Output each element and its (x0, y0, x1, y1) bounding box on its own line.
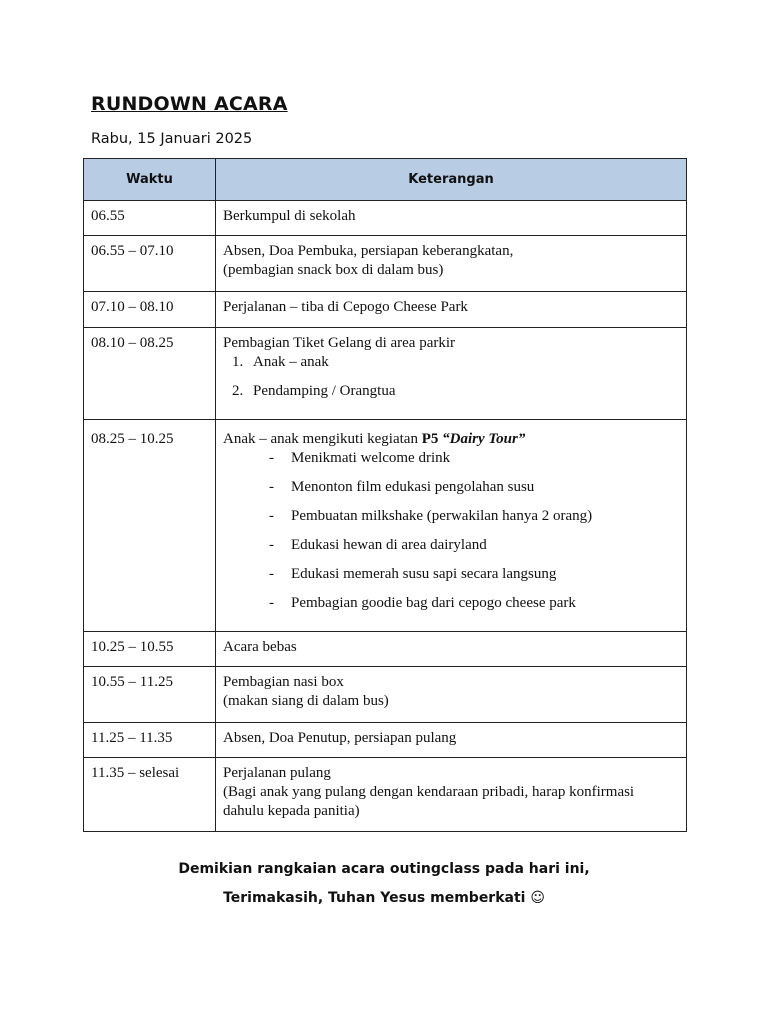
description-line: (makan siang di dalam bus) (223, 693, 389, 709)
description-cell (216, 292, 687, 328)
header-description: Keterangan (216, 159, 687, 201)
table-header-row (84, 159, 687, 201)
time-cell (84, 667, 216, 723)
intro-bold-text: P5 (421, 431, 443, 447)
dash-marker: - (269, 479, 274, 495)
description-cell (216, 236, 687, 292)
table-row (84, 632, 687, 667)
description-line (223, 430, 686, 449)
document-date: Rabu, 15 Januari 2025 (91, 131, 253, 147)
dash-marker: - (269, 537, 274, 553)
dash-marker: - (269, 566, 274, 582)
description-line: dahulu kepada panitia) (223, 803, 360, 819)
table-row (84, 201, 687, 236)
table-row (84, 420, 687, 632)
time-cell (84, 723, 216, 758)
dash-marker: - (269, 595, 274, 611)
rundown-table (83, 158, 687, 832)
table-row (84, 758, 687, 832)
header-time: Waktu (84, 159, 216, 201)
list-item-text: Pembuatan milkshake (perwakilan hanya 2 orang) (291, 508, 593, 524)
list-item-text: Edukasi memerah susu sapi secara langsung (291, 566, 557, 582)
intro-highlight (422, 431, 526, 447)
list-item: 1. Anak – anak (247, 353, 686, 372)
intro-text: Anak – anak mengikuti kegiatan (223, 431, 422, 447)
time-text: 10.55 – 11.25 (91, 674, 173, 690)
dash-list (223, 449, 686, 613)
list-item (269, 449, 686, 468)
time-text: 08.25 – 10.25 (91, 431, 174, 447)
time-cell (84, 292, 216, 328)
intro-italic-text: “Dairy Tour” (442, 431, 526, 447)
time-text: 11.25 – 11.35 (91, 730, 173, 746)
description-cell (216, 328, 687, 420)
time-text: 10.25 – 10.55 (91, 639, 174, 655)
description-line: Perjalanan pulang (223, 765, 331, 781)
table-row (84, 328, 687, 420)
numbered-list (223, 353, 686, 401)
time-text: 08.10 – 08.25 (91, 335, 174, 351)
table-row (84, 723, 687, 758)
description-line: (Bagi anak yang pulang dengan kendaraan pribadi, harap konfirmasi (223, 784, 635, 800)
description-cell (216, 758, 687, 832)
list-item (269, 565, 686, 584)
description-line: Berkumpul di sekolah (223, 208, 356, 224)
closing-line-2: Terimakasih, Tuhan Yesus memberkati ☺ (223, 890, 545, 906)
table-row (84, 236, 687, 292)
time-text: 07.10 – 08.10 (91, 299, 174, 315)
document-title: RUNDOWN ACARA (91, 93, 288, 115)
time-cell (84, 632, 216, 667)
description-line: Absen, Doa Penutup, persiapan pulang (223, 730, 457, 746)
closing-line-1: Demikian rangkaian acara outingclass pada hari ini, (178, 861, 590, 877)
description-cell (216, 632, 687, 667)
description-line: Perjalanan – tiba di Cepogo Cheese Park (223, 299, 468, 315)
list-item (269, 478, 686, 497)
description-cell (216, 420, 687, 632)
list-item-text: Menonton film edukasi pengolahan susu (291, 479, 535, 495)
list-item (269, 536, 686, 555)
list-item-text: Pembagian goodie bag dari cepogo cheese park (291, 595, 576, 611)
dash-marker: - (269, 450, 274, 466)
description-line: Pembagian Tiket Gelang di area parkir (223, 335, 456, 351)
list-item-text: Edukasi hewan di area dairyland (291, 537, 487, 553)
time-cell (84, 201, 216, 236)
list-item: 2. Pendamping / Orangtua (247, 382, 686, 401)
list-item (269, 507, 686, 526)
time-text: 11.35 – selesai (91, 765, 180, 781)
description-line: (pembagian snack box di dalam bus) (223, 262, 444, 278)
description-cell (216, 667, 687, 723)
time-cell (84, 758, 216, 832)
time-text: 06.55 – 07.10 (91, 243, 174, 259)
list-item (269, 594, 686, 613)
dash-marker: - (269, 508, 274, 524)
description-line: Pembagian nasi box (223, 674, 344, 690)
description-cell (216, 201, 687, 236)
description-cell (216, 723, 687, 758)
time-text: 06.55 (91, 208, 125, 224)
time-cell (84, 328, 216, 420)
description-line: Absen, Doa Pembuka, persiapan keberangkatan, (223, 243, 514, 259)
description-line: Acara bebas (223, 639, 297, 655)
time-cell (84, 236, 216, 292)
time-cell (84, 420, 216, 632)
table-row (84, 292, 687, 328)
list-item-text: Menikmati welcome drink (291, 450, 451, 466)
table-row (84, 667, 687, 723)
